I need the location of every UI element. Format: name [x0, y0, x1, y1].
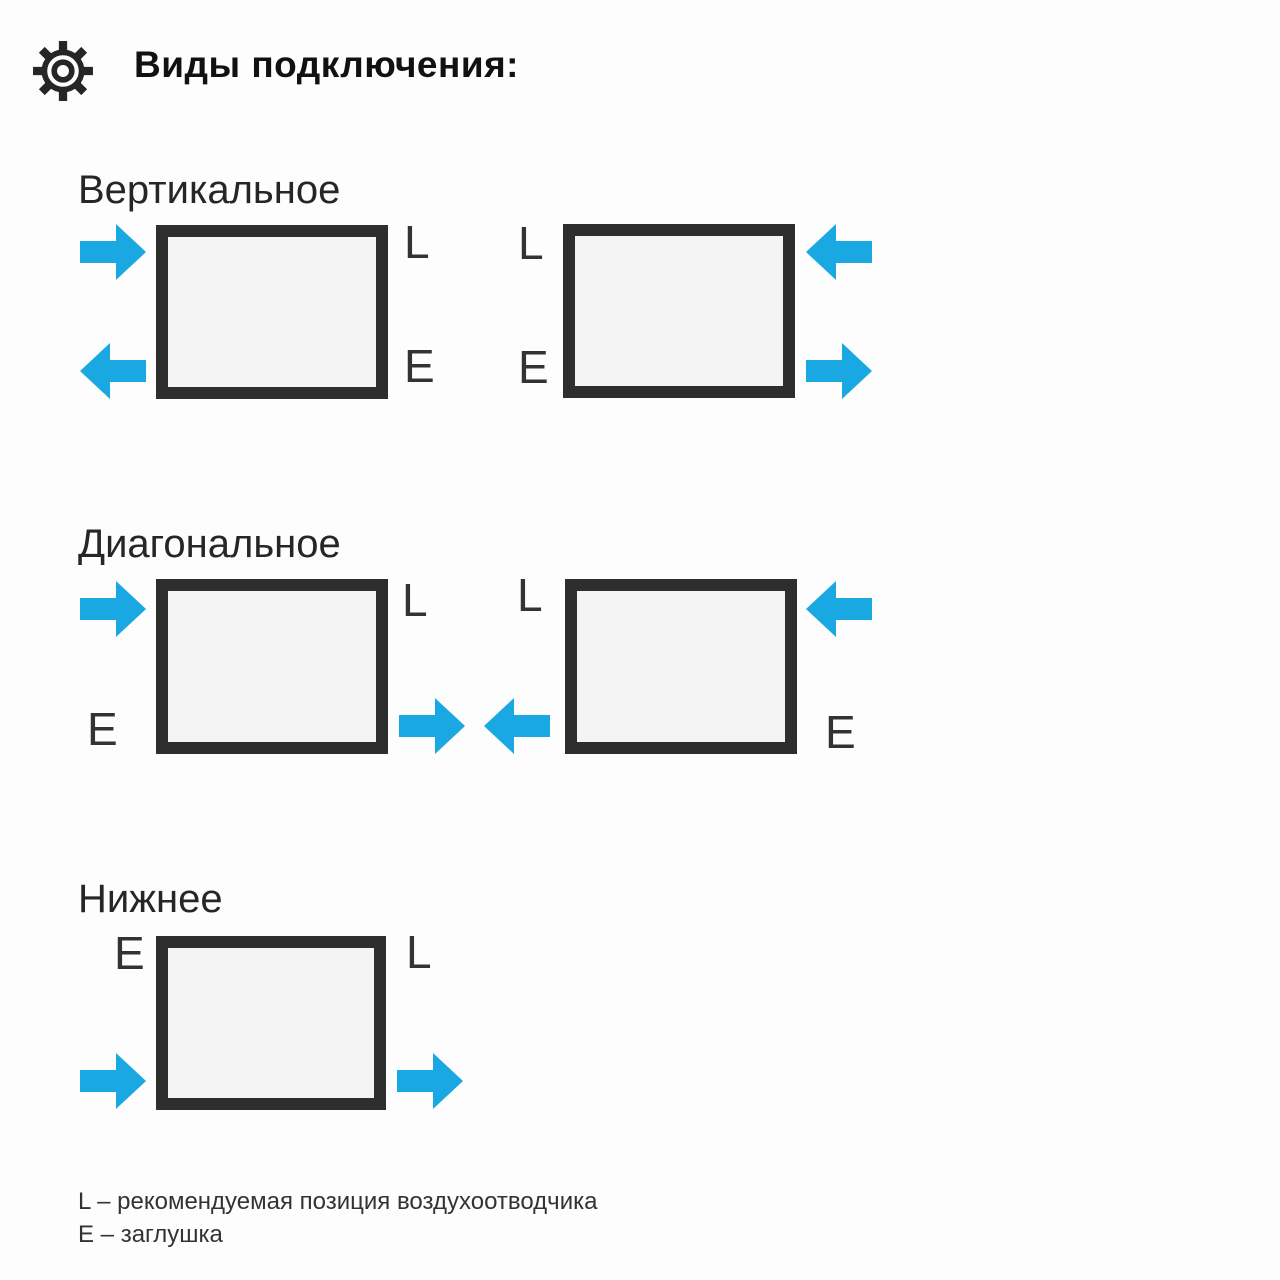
air-vent-port-label: L: [402, 574, 428, 626]
legend-line-plug: E – заглушка: [78, 1221, 223, 1248]
flow-out-arrow-icon: [806, 343, 872, 399]
plug-port-label: E: [87, 703, 118, 755]
flow-out-arrow-icon: [397, 1053, 463, 1109]
radiator-body: [156, 936, 386, 1110]
settings-gear-icon: [32, 40, 94, 102]
flow-in-arrow-icon: [806, 581, 872, 637]
flow-in-arrow-icon: [80, 1053, 146, 1109]
radiator-body: [156, 579, 388, 754]
flow-out-arrow-icon: [80, 343, 146, 399]
radiator-body: [563, 224, 795, 398]
plug-port-label: E: [404, 340, 435, 392]
flow-out-arrow-icon: [484, 698, 550, 754]
radiator-body: [156, 225, 388, 399]
legend: [78, 1185, 597, 1251]
flow-out-arrow-icon: [399, 698, 465, 754]
flow-in-arrow-icon: [806, 224, 872, 280]
section-title-vertical: Вертикальное: [78, 168, 341, 212]
flow-in-arrow-icon: [80, 224, 146, 280]
air-vent-port-label: L: [517, 569, 543, 621]
legend-line-air-vent: L – рекомендуемая позиция воздухоотводчика: [78, 1188, 598, 1215]
plug-port-label: E: [518, 341, 549, 393]
plug-port-label: E: [114, 927, 145, 979]
air-vent-port-label: L: [518, 217, 544, 269]
section-title-bottom: Нижнее: [78, 877, 223, 921]
air-vent-port-label: L: [404, 216, 430, 268]
plug-port-label: E: [825, 706, 856, 758]
radiator-body: [565, 579, 797, 754]
page-title: Виды подключения:: [134, 44, 520, 85]
flow-in-arrow-icon: [80, 581, 146, 637]
section-title-diagonal: Диагональное: [78, 522, 341, 566]
air-vent-port-label: L: [406, 926, 432, 978]
